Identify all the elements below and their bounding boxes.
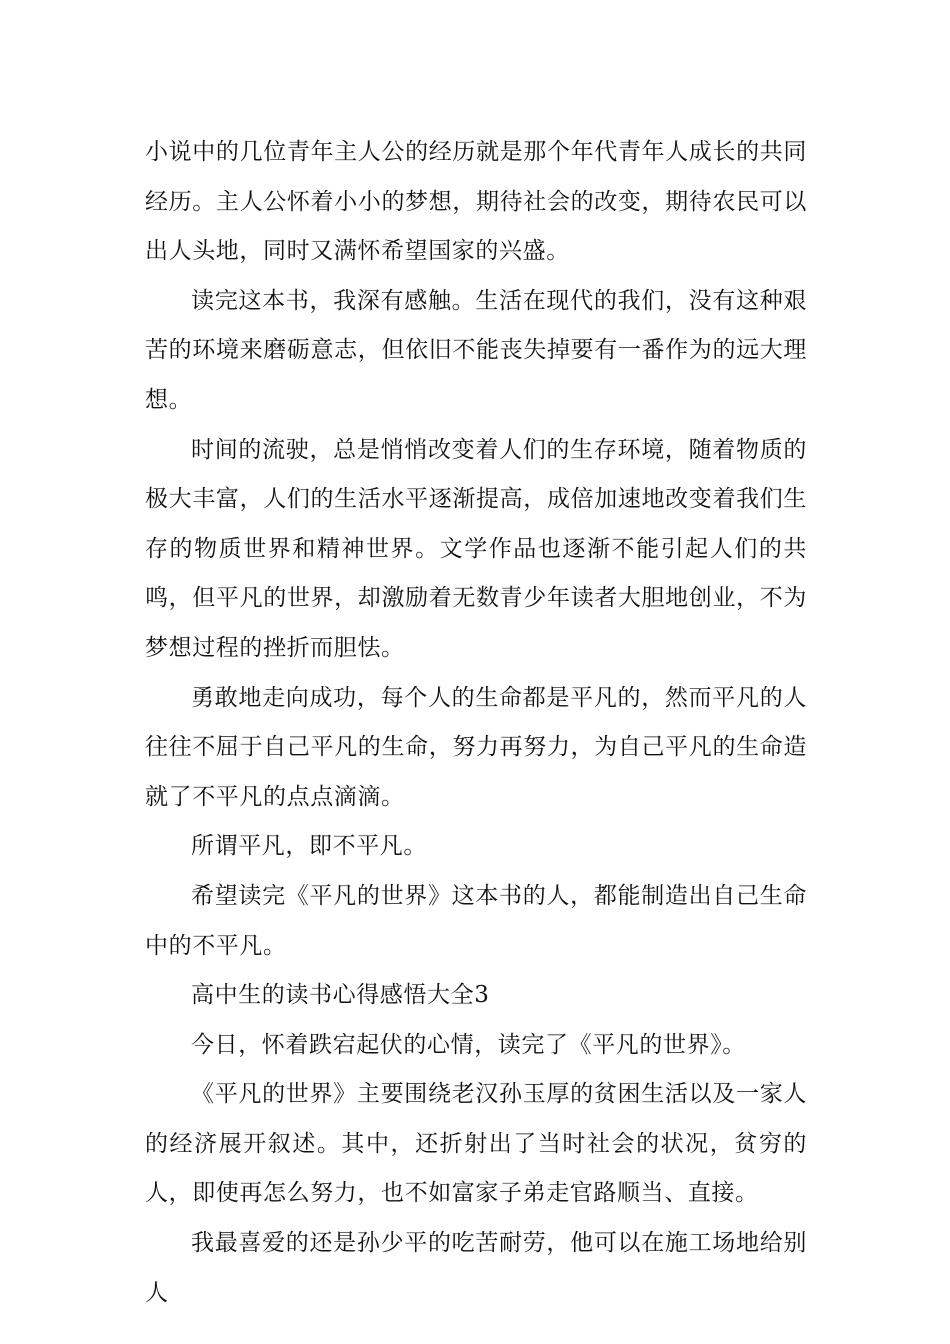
paragraph-6: 希望读完《平凡的世界》这本书的人，都能制造出自己生命中的不平凡。	[145, 882, 807, 959]
section-heading: 高中生的读书心得感悟大全3	[191, 982, 490, 1009]
paragraph-3: 时间的流驶，总是悄悄改变着人们的生存环境，随着物质的极大丰富，人们的生活水平逐渐提高，成倍加速地改变着我们生存的物质世界和精神世界。文学作品也逐渐不能引起人们的共鸣，但平凡的世界，却激励着无数青少年读者大胆地创业，不为梦想过程的挫折而胆怯。	[145, 436, 807, 661]
paragraph-2: 读完这本书，我深有感触。生活在现代的我们，没有这种艰苦的环境来磨砺意志，但依旧不能丧失掉要有一番作为的远大理想。	[145, 287, 807, 413]
document-body	[145, 128, 807, 1318]
paragraph-5: 所谓平凡，即不平凡。	[191, 833, 427, 860]
paragraph-7: 今日，怀着跌宕起伏的心情，读完了《平凡的世界》。	[191, 1031, 746, 1058]
paragraph-8: 《平凡的世界》主要围绕老汉孙玉厚的贫困生活以及一家人的经济展开叙述。其中，还折射出了当时社会的状况，贫穷的人，即使再怎么努力，也不如富家子弟走官路顺当、直接。	[145, 1081, 807, 1207]
paragraph-9: 我最喜爱的还是孙少平的吃苦耐劳，他可以在施工场地给别人	[145, 1230, 807, 1306]
paragraph-1: 小说中的几位青年主人公的经历就是那个年代青年人成长的共同经历。主人公怀着小小的梦想，期待社会的改变，期待农民可以出人头地，同时又满怀希望国家的兴盛。	[145, 139, 807, 265]
paragraph-4: 勇敢地走向成功，每个人的生命都是平凡的，然而平凡的人往往不屈于自己平凡的生命，努力再努力，为自己平凡的生命造就了不平凡的点点滴滴。	[145, 684, 807, 810]
